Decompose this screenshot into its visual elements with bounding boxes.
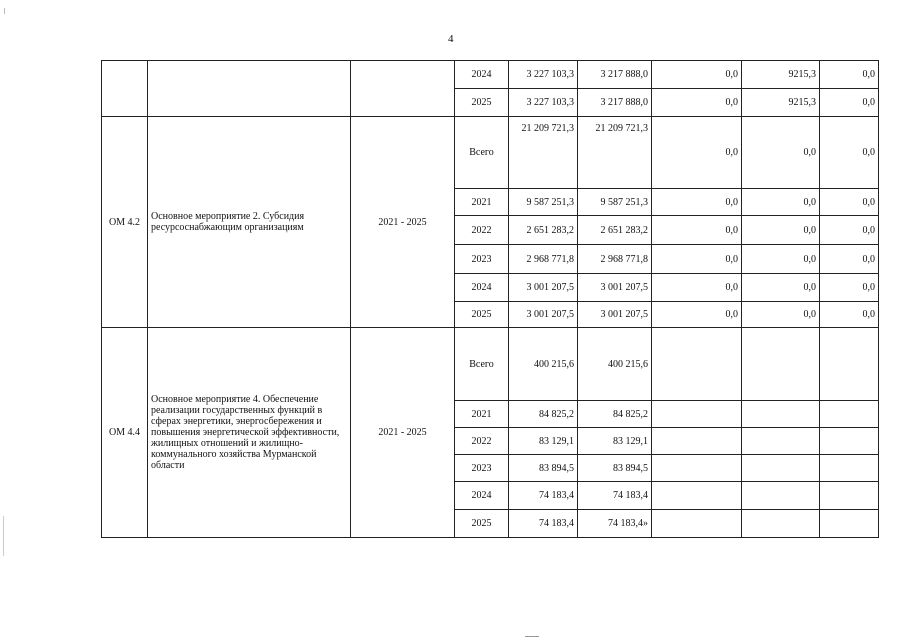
value-cell xyxy=(742,455,820,482)
total-cell: 2 968 771,8 xyxy=(509,245,578,274)
value-cell: 3 217 888,0 xyxy=(578,61,652,89)
value-cell: 0,0 xyxy=(742,189,820,216)
om44-period: 2021 - 2025 xyxy=(351,328,455,538)
value-cell: 0,0 xyxy=(742,216,820,245)
value-cell: 83 129,1 xyxy=(578,428,652,455)
value-cell: 0,0 xyxy=(652,89,742,117)
total-cell: 9 587 251,3 xyxy=(509,189,578,216)
value-cell: 3 217 888,0 xyxy=(578,89,652,117)
year-cell: 2025 xyxy=(455,89,509,117)
value-cell: 0,0 xyxy=(820,61,879,89)
value-cell: 0,0 xyxy=(820,274,879,302)
total-cell: 83 894,5 xyxy=(509,455,578,482)
value-cell: 84 825,2 xyxy=(578,401,652,428)
scan-artifact xyxy=(4,8,5,14)
value-cell xyxy=(820,328,879,401)
year-cell: 2022 xyxy=(455,428,509,455)
title-cell-empty xyxy=(148,61,351,117)
year-cell: 2024 xyxy=(455,274,509,302)
total-cell: 84 825,2 xyxy=(509,401,578,428)
total-cell: 3 227 103,3 xyxy=(509,61,578,89)
value-cell: 0,0 xyxy=(652,61,742,89)
value-cell: 3 001 207,5 xyxy=(578,302,652,328)
year-cell: 2024 xyxy=(455,61,509,89)
code-cell-empty xyxy=(102,61,148,117)
value-cell: 0,0 xyxy=(652,189,742,216)
total-cell: 83 129,1 xyxy=(509,428,578,455)
value-cell: 0,0 xyxy=(652,245,742,274)
period-cell-empty xyxy=(351,61,455,117)
budget-table xyxy=(101,60,879,538)
value-cell: 3 001 207,5 xyxy=(578,274,652,302)
value-cell xyxy=(742,328,820,401)
year-cell: 2025 xyxy=(455,510,509,538)
value-cell: 83 894,5 xyxy=(578,455,652,482)
value-cell: 9215,3 xyxy=(742,89,820,117)
value-cell xyxy=(652,482,742,510)
value-cell: 0,0 xyxy=(820,89,879,117)
total-cell: 3 001 207,5 xyxy=(509,274,578,302)
value-cell: 21 209 721,3 xyxy=(578,117,652,189)
value-cell: 2 651 283,2 xyxy=(578,216,652,245)
year-cell: Всего xyxy=(455,117,509,189)
value-cell xyxy=(742,482,820,510)
value-cell: 9215,3 xyxy=(742,61,820,89)
value-cell xyxy=(652,328,742,401)
value-cell: 0,0 xyxy=(652,117,742,189)
year-cell: 2023 xyxy=(455,245,509,274)
year-cell: 2021 xyxy=(455,189,509,216)
value-cell: 0,0 xyxy=(742,245,820,274)
value-cell: 0,0 xyxy=(820,117,879,189)
value-cell: 9 587 251,3 xyxy=(578,189,652,216)
value-cell: 0,0 xyxy=(742,117,820,189)
value-cell: 0,0 xyxy=(820,245,879,274)
year-cell: 2024 xyxy=(455,482,509,510)
om44-code: ОМ 4.4 xyxy=(102,328,148,538)
year-cell: Всего xyxy=(455,328,509,401)
year-cell: 2021 xyxy=(455,401,509,428)
table-row xyxy=(102,61,879,89)
value-cell xyxy=(820,510,879,538)
value-cell xyxy=(742,401,820,428)
value-cell xyxy=(652,401,742,428)
value-cell: 400 215,6 xyxy=(578,328,652,401)
total-cell: 3 001 207,5 xyxy=(509,302,578,328)
year-cell: 2025 xyxy=(455,302,509,328)
value-cell: 2 968 771,8 xyxy=(578,245,652,274)
om42-title: Основное мероприятие 2. Субсидия ресурсоснабжающим организациям xyxy=(148,117,351,328)
value-cell xyxy=(742,428,820,455)
value-cell xyxy=(742,510,820,538)
scan-artifact xyxy=(525,636,539,637)
om42-code: ОМ 4.2 xyxy=(102,117,148,328)
total-cell: 74 183,4 xyxy=(509,482,578,510)
value-cell: 0,0 xyxy=(742,274,820,302)
page-number: 4 xyxy=(448,33,454,45)
value-cell xyxy=(652,510,742,538)
value-cell: 0,0 xyxy=(820,189,879,216)
total-cell: 400 215,6 xyxy=(509,328,578,401)
total-cell: 3 227 103,3 xyxy=(509,89,578,117)
scan-artifact xyxy=(3,516,4,556)
value-cell xyxy=(820,455,879,482)
value-cell xyxy=(820,428,879,455)
value-cell xyxy=(652,428,742,455)
value-cell: 0,0 xyxy=(820,216,879,245)
total-cell: 2 651 283,2 xyxy=(509,216,578,245)
value-cell: 74 183,4» xyxy=(578,510,652,538)
value-cell: 0,0 xyxy=(652,302,742,328)
total-cell: 74 183,4 xyxy=(509,510,578,538)
value-cell: 0,0 xyxy=(820,302,879,328)
year-cell: 2022 xyxy=(455,216,509,245)
table-row xyxy=(102,328,879,401)
value-cell xyxy=(820,482,879,510)
om44-title: Основное мероприятие 4. Обеспечение реализации государственных функций в сферах энергетики, энергосбережения и повышения энергетической эффективности, жилищных отношений и жилищно-коммунального хозяйства Мурманской области xyxy=(148,328,351,538)
om42-period: 2021 - 2025 xyxy=(351,117,455,328)
value-cell xyxy=(820,401,879,428)
year-cell: 2023 xyxy=(455,455,509,482)
value-cell: 0,0 xyxy=(652,274,742,302)
table-row xyxy=(102,117,879,189)
value-cell: 0,0 xyxy=(652,216,742,245)
total-cell: 21 209 721,3 xyxy=(509,117,578,189)
value-cell: 0,0 xyxy=(742,302,820,328)
value-cell xyxy=(652,455,742,482)
value-cell: 74 183,4 xyxy=(578,482,652,510)
